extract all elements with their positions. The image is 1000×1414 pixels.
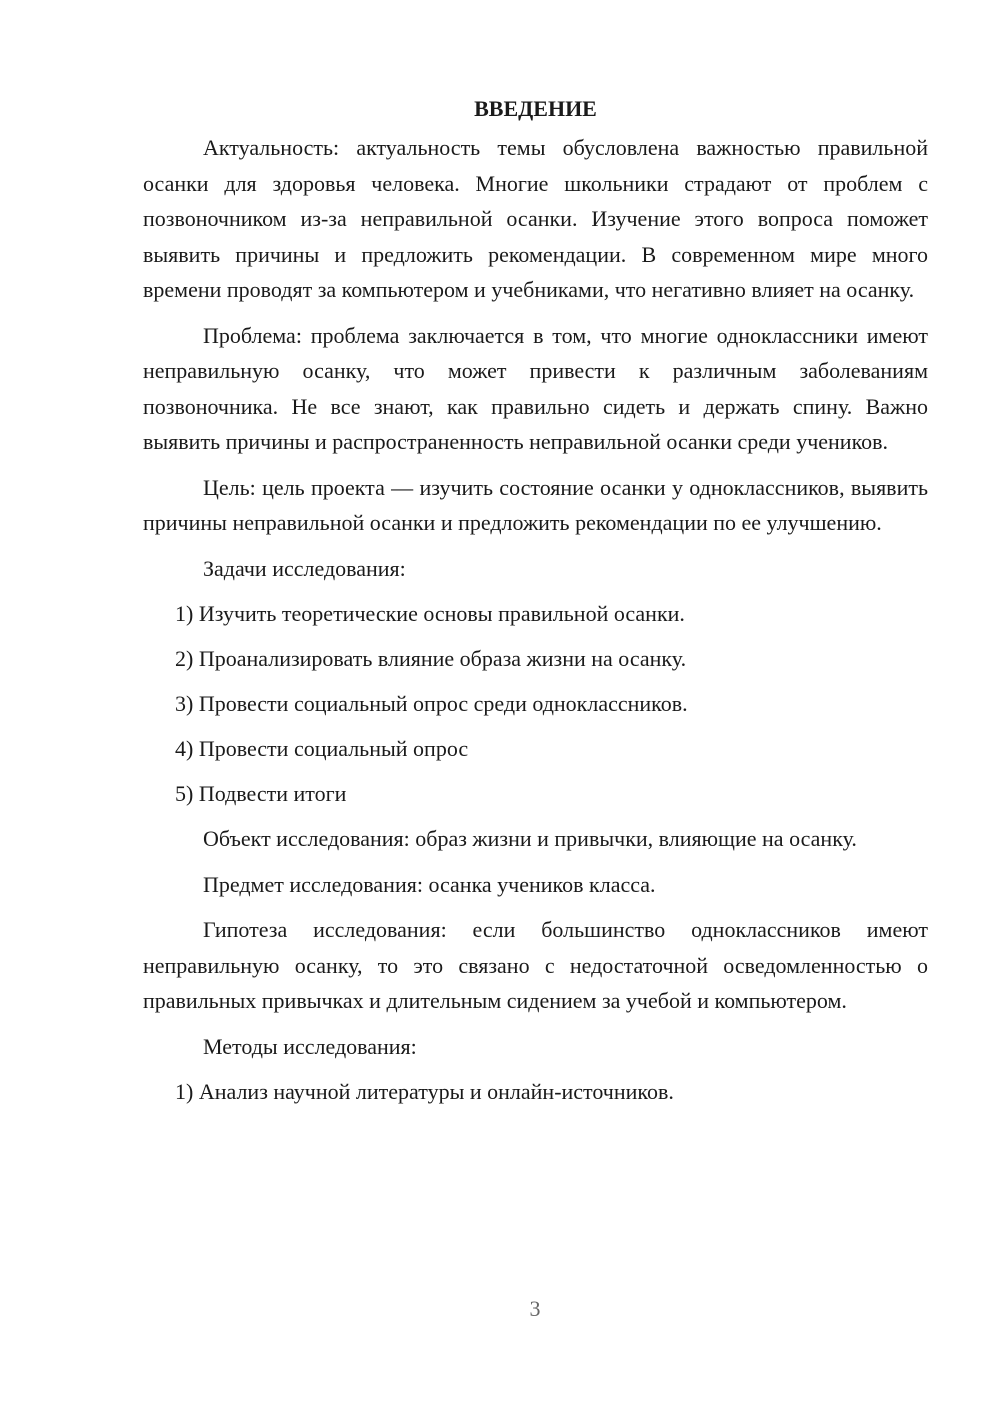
methods-list [143, 1074, 928, 1110]
task-item: 2) Проанализировать влияние образа жизни на осанку. [175, 646, 687, 671]
problem-paragraph: Проблема: проблема заключается в том, что многие одноклассники имеют неправильную осанку, что может привести к различным заболеваниям позвоночника. Не все знают, как правильно сидеть и держать спину. Важно выявить причины и распространенность неправильной осанки среди учеников. [143, 322, 928, 454]
relevance-paragraph: Актуальность: актуальность темы обусловлена важностью правильной осанки для здоровья человека. Многие школьники страдают от проблем с позвоночником из-за неправильной осанки. Изучение этого вопроса поможет выявить причины и предложить рекомендации. В современном мире много времени проводят за компьютером и учебниками, что негативно влияет на осанку. [143, 135, 928, 302]
task-item: 5) Подвести итоги [175, 781, 347, 806]
subject-paragraph: Предмет исследования: осанка учеников класса. [203, 871, 656, 897]
task-item: 4) Провести социальный опрос [175, 736, 469, 761]
goal-paragraph: Цель: цель проекта — изучить состояние осанки у одноклассников, выявить причины неправильной осанки и предложить рекомендации по ее улучшению. [143, 474, 928, 535]
page-number: 3 [529, 1296, 541, 1321]
document-page [143, 92, 928, 1119]
method-item: 1) Анализ научной литературы и онлайн-источников. [175, 1079, 674, 1104]
hypothesis-paragraph: Гипотеза исследования: если большинство одноклассников имеют неправильную осанку, то это связано с недостаточной осведомленностью о правильных привычках и длительным сидением за учебой и компьютером. [143, 917, 928, 1013]
task-item: 3) Провести социальный опрос среди одноклассников. [175, 691, 688, 716]
document-title: ВВЕДЕНИЕ [474, 96, 597, 121]
tasks-heading: Задачи исследования: [203, 555, 406, 581]
task-item: 1) Изучить теоретические основы правильной осанки. [175, 601, 685, 626]
tasks-list [143, 596, 928, 812]
object-paragraph: Объект исследования: образ жизни и привычки, влияющие на осанку. [203, 826, 857, 851]
methods-heading: Методы исследования: [203, 1033, 417, 1059]
